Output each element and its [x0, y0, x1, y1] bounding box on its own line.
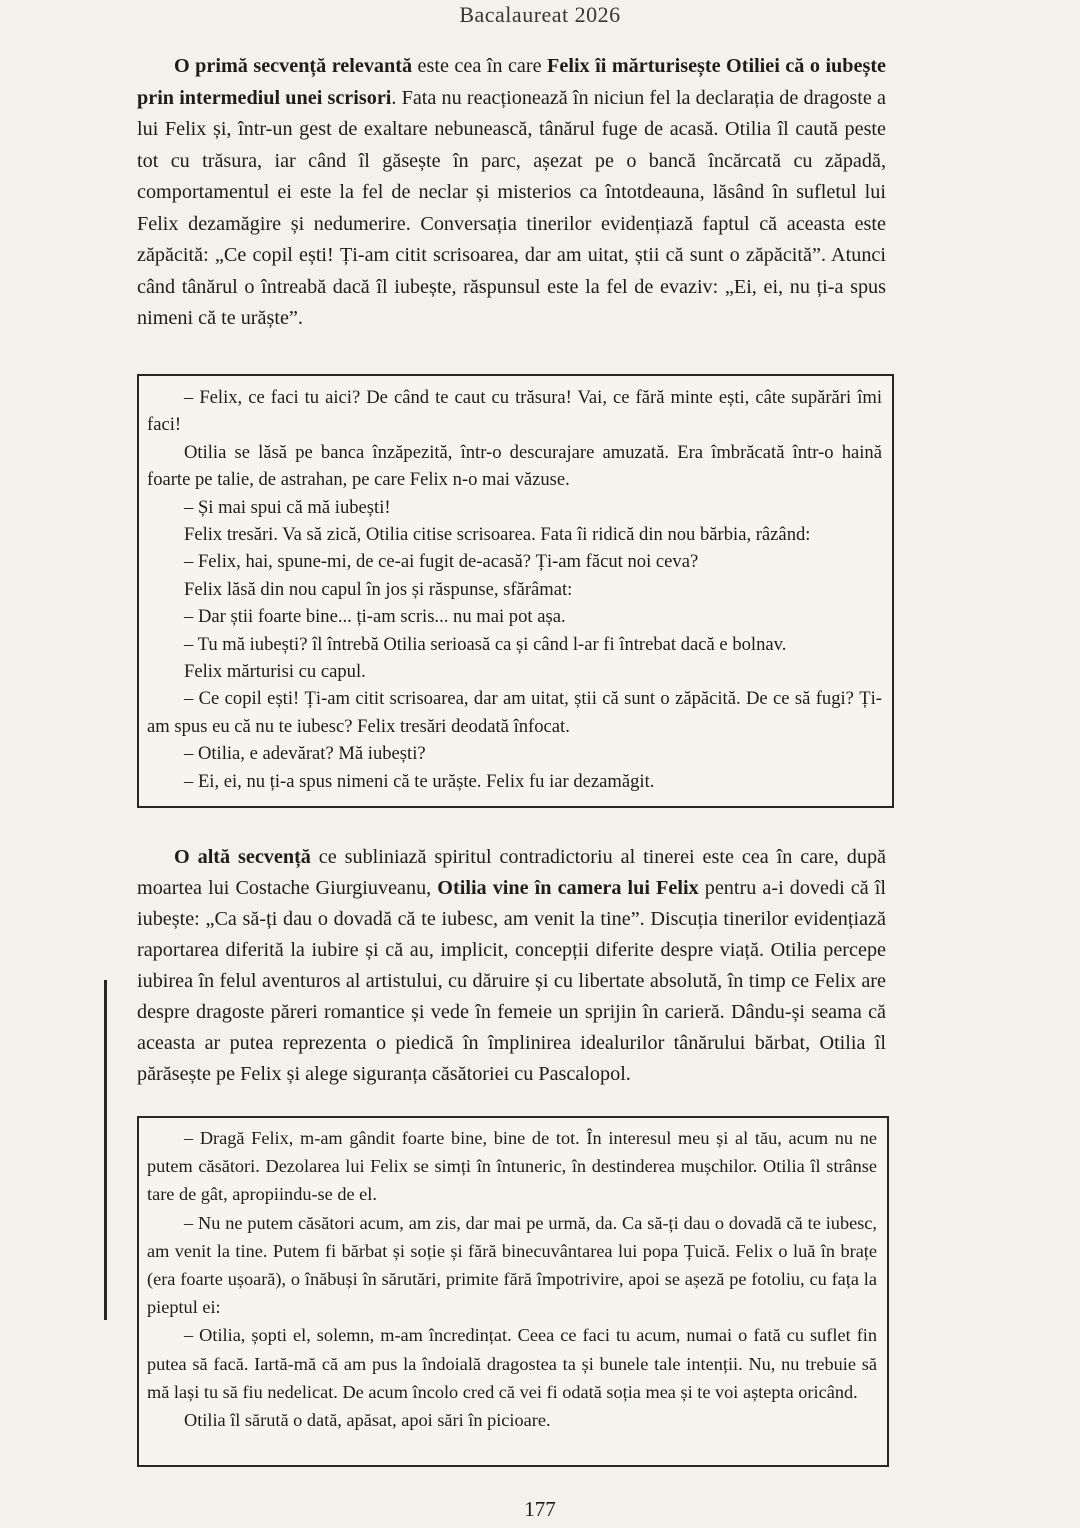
- quote-line: – Otilia, șopti el, solemn, m-am încredințat. Ceea ce faci tu acum, numai o fată cu suflet fin putea să facă. Iartă-mă că am pus la îndoială dragostea ta și bunele tale intenții. Nu, nu trebuie să mă lași tu să fiu nedelicat. De acum încolo cred că vei fi odată soția mea și te voi aștepta oricând.: [147, 1325, 877, 1402]
- emphasis-first-sequence: O primă secvență relevantă: [174, 55, 413, 77]
- paragraph-text: pentru a-i dovedi că îl iubește: „Ca să-ți dau o dovadă că te iubesc, am venit la tine”. Discuția tinerilor evidențiază raportarea diferită la iubire și că au, implicit, concepții diferite despre viață. Otilia percepe iubirea în felul aventuros al artistului, cu dăruire și cu libertate absolută, în timp ce Felix are despre dragoste păreri romantice și vede în femeie un sprijin în carieră. Dându-și seama că aceasta ar putea reprezenta o piedică în împlinirea idealurilor tânărului bărbat, Otilia îl părăsește pe Felix și alege siguranța căsătoriei cu Pascalopol.: [137, 877, 886, 1085]
- quote-line: – Felix, ce faci tu aici? De când te caut cu trăsura! Vai, ce fără minte ești, câte supărări îmi faci!: [147, 387, 882, 436]
- quote-line: – Și mai spui că mă iubești!: [184, 496, 391, 518]
- quote-line: – Felix, hai, spune-mi, de ce-ai fugit de-acasă? Ți-am făcut noi ceva?: [184, 551, 699, 573]
- quote-line: Otilia se lăsă pe banca înzăpezită, într-o descurajare amuzată. Era îmbrăcată într-o haină foarte pe talie, de astrahan, pe care Felix n-o mai văzuse.: [147, 441, 882, 491]
- quote-line: – Dragă Felix, m-am gândit foarte bine, bine de tot. În interesul meu și al tău, acum nu ne putem căsători. Dezolarea lui Felix se simți în întuneric, în destinderea mușchilor. Otilia îl strânse tare de gât, apropiindu-se de el.: [147, 1128, 877, 1205]
- quote-line: Felix lăsă din nou capul în jos și răspunse, sfărâmat:: [184, 578, 573, 600]
- quote-line: Felix mărturisi cu capul.: [184, 661, 366, 683]
- paragraph-second-sequence: [137, 842, 886, 1090]
- margin-rule: [104, 980, 107, 1320]
- quote-box-park-scene: [137, 374, 894, 808]
- paragraph-text: . Fata nu reacționează în niciun fel la declarația de dragoste a lui Felix și, într-un gest de exaltare nebunească, tânărul fuge de acasă. Otilia îl caută peste tot cu trăsura, iar când îl găsește în parc, așezat pe o bancă încărcată cu zăpadă, comportamentul ei este la fel de neclar și misterios ca întotdeauna, lăsând în sufletul lui Felix dezamăgire și nedumerire. Conversația tinerilor evidențiază faptul că aceasta este zăpăcită: „Ce copil ești! Ți-am citit scrisoarea, dar am uitat, știi că sunt o zăpăcită”. Atunci când tânărul o întreabă dacă îl iubește, răspunsul este la fel de evaziv: „Ei, ei, nu ți-a spus nimeni că te urăște”.: [137, 86, 886, 329]
- quote-line: Otilia îl sărută o dată, apăsat, apoi sări în picioare.: [184, 1410, 551, 1431]
- emphasis-room-visit: Otilia vine în camera lui Felix: [437, 877, 699, 899]
- quote-line: – Dar știi foarte bine... ți-am scris... nu mai pot așa.: [184, 606, 566, 628]
- paragraph-text: este cea în care: [412, 55, 548, 77]
- emphasis-letter-confession: Felix îi mărturisește Otiliei că o iubește prin intermediul unei scrisori: [137, 55, 887, 109]
- quote-line: – Ei, ei, nu ți-a spus nimeni că te urăște. Felix fu iar dezamăgit.: [184, 770, 655, 792]
- page-number: 177: [524, 1497, 556, 1521]
- running-header: Bacalaureat 2026: [459, 2, 621, 27]
- quote-line: – Nu ne putem căsători acum, am zis, dar mai pe urmă, da. Ca să-ți dau o dovadă că te iubesc, am venit la tine. Putem fi bărbat și soție și fără binecuvântarea lui popa Țuică. Felix o luă în brațe (era foarte ușoară), o înăbuși în sărutări, primite fără împotrivire, apoi se așeză pe fotoliu, cu fața la pieptul ei:: [147, 1212, 877, 1318]
- quote-line: – Tu mă iubești? îl întrebă Otilia serioasă ca și când l-ar fi întrebat dacă e bolnav.: [184, 633, 787, 655]
- quote-line: – Ce copil ești! Ți-am citit scrisoarea, dar am uitat, știi că sunt o zăpăcită. De ce să fugi? Ți-am spus eu că nu te iubesc? Felix tresări deodată înfocat.: [147, 688, 882, 737]
- quote-line: – Otilia, e adevărat? Mă iubești?: [184, 743, 426, 765]
- paragraph-text: ce subliniază spiritul contradictoriu al tinerei este cea în care, după moartea lui Costache Giurgiuveanu,: [137, 846, 886, 899]
- quote-box-room-scene: [137, 1116, 889, 1467]
- emphasis-second-sequence: O altă secvență: [174, 846, 311, 868]
- quote-line: Felix tresări. Va să zică, Otilia citise scrisoarea. Fata îi ridică din nou bărbia, râzând:: [184, 524, 811, 546]
- paragraph-first-sequence: [137, 51, 886, 335]
